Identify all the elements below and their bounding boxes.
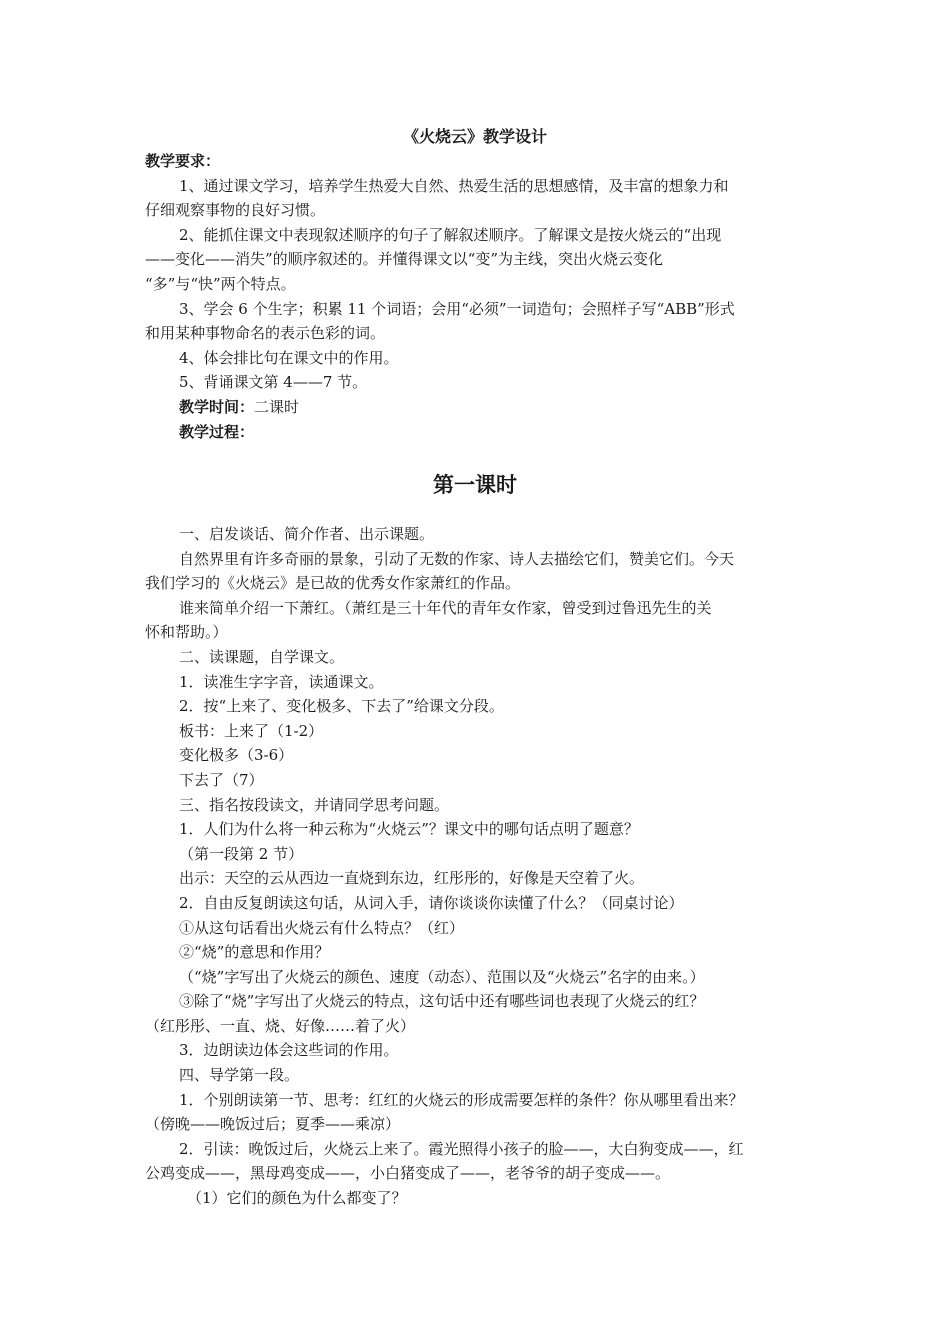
body-line: （“烧”字写出了火烧云的颜色、速度（动态）、范围以及“火烧云”名字的由来。） — [179, 967, 705, 986]
body-line: 我们学习的《火烧云》是已故的优秀女作家萧红的作品。 — [145, 574, 521, 593]
requirement-line: 仔细观察事物的良好习惯。 — [145, 201, 326, 220]
body-line: 下去了（7） — [179, 770, 264, 789]
body-line: 公鸡变成——，黑母鸡变成——，小白猪变成了——，老爷爷的胡子变成——。 — [145, 1164, 671, 1183]
teaching-time — [145, 395, 810, 420]
teaching-time-label: 教学时间： — [179, 397, 255, 416]
body-line: （1）它们的颜色为什么都变了？ — [187, 1189, 407, 1208]
body-line: 3．边朗读边体会这些词的作用。 — [179, 1041, 399, 1060]
teaching-time-value: 二课时 — [254, 397, 300, 416]
body-line: 1．个别朗读第一节、思考：红红的火烧云的形成需要怎样的条件？你从哪里看出来？ — [179, 1090, 744, 1109]
document-title: 《火烧云》教学设计 — [402, 127, 547, 146]
body-line: 1．读准生字字音，读通课文。 — [179, 672, 384, 691]
requirements-heading: 教学要求： — [145, 152, 221, 170]
requirement-line: “多”与“快”两个特点。 — [145, 274, 296, 293]
body-line: 谁来简单介绍一下萧红。（萧红是三十年代的青年女作家，曾受到过鲁迅先生的关 — [179, 598, 712, 617]
body-line: ①从这句话看出火烧云有什么特点？（红） — [179, 918, 465, 937]
teaching-process-label: 教学过程： — [179, 422, 255, 441]
body-line: 变化极多（3-6） — [179, 746, 294, 765]
body-line: 出示：天空的云从西边一直烧到东边，红彤彤的，好像是天空着了火。 — [179, 869, 645, 888]
requirement-line: 2、能抓住课文中表现叙述顺序的句子了解叙述顺序。了解课文是按火烧云的“出现 — [179, 225, 722, 244]
body-line: ②“烧”的意思和作用？ — [179, 943, 330, 962]
body-line: 2．按“上来了、变化极多、下去了”给课文分段。 — [179, 697, 504, 716]
body-line: 自然界里有许多奇丽的景象，引动了无数的作家、诗人去描绘它们，赞美它们。今天 — [179, 549, 735, 568]
body-line: 板书：上来了（1-2） — [179, 721, 324, 740]
requirement-line: 和用某种事物命名的表示色彩的词。 — [145, 324, 386, 343]
body-line: 二、读课题，自学课文。 — [179, 647, 345, 666]
requirement-line: 3、学会 6 个生字；积累 11 个词语；会用“必须”一词造句；会照样子写“ABB”形式 — [179, 299, 735, 318]
body-line: 怀和帮助。） — [145, 623, 228, 642]
lesson-body — [145, 522, 810, 1211]
lesson-title: 第一课时 — [433, 472, 517, 497]
body-line: 1．人们为什么将一种云称为“火烧云”？课文中的哪句话点明了题意？ — [179, 820, 639, 839]
body-line: 三、指名按段读文，并请同学思考问题。 — [179, 795, 450, 814]
body-line: ③除了“烧”字写出了火烧云的特点，这句话中还有哪些词也表现了火烧云的红？ — [179, 992, 705, 1011]
body-line: （第一段第 2 节） — [179, 844, 304, 863]
requirement-line: ——变化——消失”的顺序叙述的。并懂得课文以“变”为主线，突出火烧云变化 — [145, 250, 664, 269]
body-line: （傍晚——晚饭过后；夏季——乘凉） — [145, 1115, 401, 1134]
body-line: 2．自由反复朗读这句话，从词入手，请你谈谈你读懂了什么？（同桌讨论） — [179, 893, 684, 912]
requirement-line: 5、背诵课文第 4——7 节。 — [179, 373, 368, 392]
body-line: 2．引读：晚饭过后，火烧云上来了。霞光照得小孩子的脸——，大白狗变成——，红 — [179, 1139, 744, 1158]
requirement-line: 4、体会排比句在课文中的作用。 — [179, 348, 399, 367]
body-line: 四、导学第一段。 — [179, 1066, 300, 1085]
body-line: （红彤彤、一直、烧、好像……着了火） — [145, 1016, 416, 1035]
requirements-section — [145, 149, 810, 444]
requirement-line: 1、通过课文学习，培养学生热爱大自然、热爱生活的思想感情，及丰富的想象力和 — [179, 176, 729, 195]
body-line: 一、启发谈话、简介作者、出示课题。 — [179, 525, 435, 543]
